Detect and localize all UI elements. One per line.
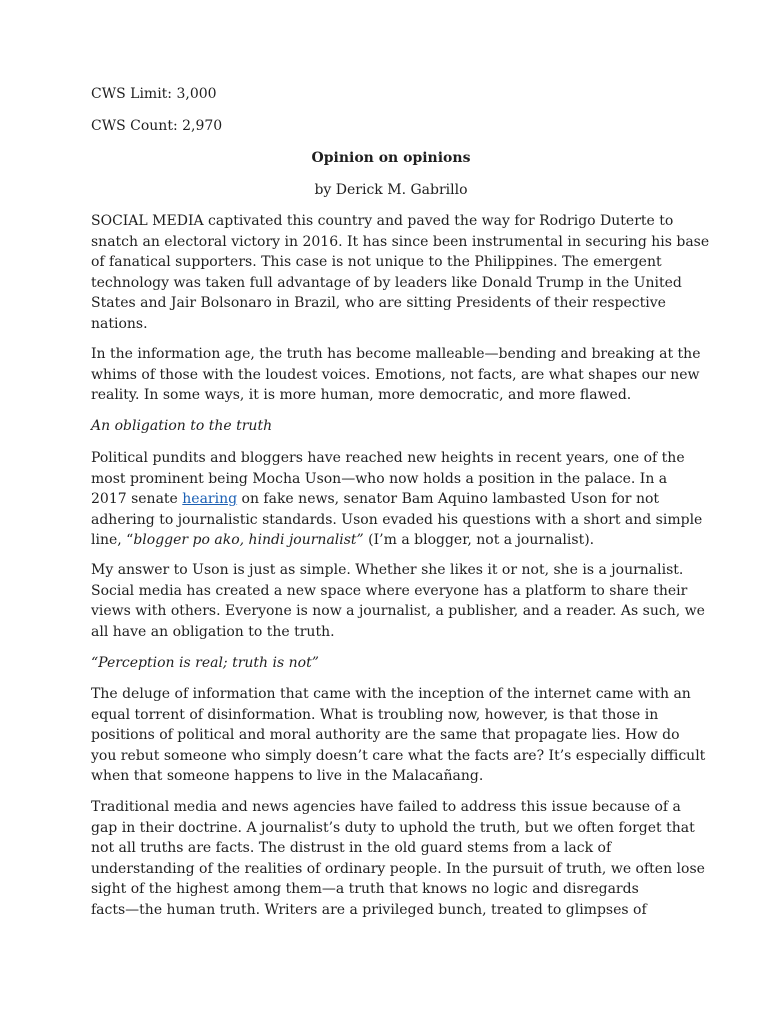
paragraph-line: In the information age, the truth has become malleable—bending and breaking at the — [91, 346, 701, 362]
paragraph-line: when that someone happens to live in the Malacañang. — [91, 768, 484, 784]
subheading-perception: “Perception is real; truth is not” — [91, 655, 319, 671]
paragraph-line: gap in their doctrine. A journalist’s duty to uphold the truth, but we often forget that — [91, 819, 695, 836]
paragraph-line: you rebut someone who simply doesn’t care what the facts are? It’s especially difficult — [91, 747, 706, 764]
paragraph-line: most prominent being Mocha Uson—who now holds a position in the palace. In a — [91, 470, 668, 487]
text-segment: (I’m a blogger, not a journalist). — [363, 532, 595, 548]
paragraph-line: SOCIAL MEDIA captivated this country and paved the way for Rodrigo Duterte to — [91, 213, 674, 229]
paragraph-6 — [91, 797, 705, 920]
paragraph-line: views with others. Everyone is now a journalist, a publisher, and a reader. As such, we — [91, 603, 705, 619]
paragraph-4 — [91, 560, 705, 642]
paragraph-line: reality. In some ways, it is more human, more democratic, and more flawed. — [91, 387, 632, 403]
paragraph-line: Political pundits and bloggers have reached new heights in recent years, one of the — [91, 450, 685, 466]
hearing-link[interactable]: hearing — [182, 491, 238, 507]
quote-italic: blogger po ako, hindi journalist” — [133, 532, 364, 548]
paragraph-1 — [91, 211, 710, 334]
paragraph-line: facts—the human truth. Writers are a privileged bunch, treated to glimpses of — [91, 901, 647, 918]
paragraph-line: all have an obligation to the truth. — [91, 623, 335, 640]
cws-count: CWS Count: 2,970 — [91, 118, 223, 134]
text-segment: line, “ — [91, 532, 134, 548]
paragraph-line: of fanatical supporters. This case is not unique to the Philippines. The emergent — [91, 254, 662, 270]
text-segment: on fake news, senator Bam Aquino lambasted Uson for not — [237, 491, 660, 507]
subheading-obligation: An obligation to the truth — [91, 418, 273, 434]
byline: by Derick M. Gabrillo — [314, 182, 468, 198]
paragraph-line: snatch an electoral victory in 2016. It has since been instrumental in securing his base — [91, 233, 710, 250]
paragraph-5 — [91, 684, 706, 787]
paragraph-line — [91, 489, 691, 510]
paragraph-line: technology was taken full advantage of by leaders like Donald Trump in the United — [91, 274, 682, 291]
paragraph-2 — [91, 344, 701, 406]
paragraph-line: Social media has created a new space where everyone has a platform to share their — [91, 582, 688, 599]
paragraph-3 — [91, 448, 703, 551]
cws-limit: CWS Limit: 3,000 — [91, 86, 217, 102]
paragraph-line: sight of the highest among them—a truth that knows no logic and disregards — [91, 881, 639, 897]
article-title: Opinion on opinions — [311, 150, 471, 166]
paragraph-line: nations. — [91, 315, 148, 332]
paragraph-line — [91, 530, 691, 551]
paragraph-line: understanding of the realities of ordinary people. In the pursuit of truth, we often lose — [91, 860, 705, 877]
paragraph-line: positions of political and moral authority are the same that propagate lies. How do — [91, 727, 680, 743]
paragraph-line: not all truths are facts. The distrust in the old guard stems from a lack of — [91, 840, 612, 856]
paragraph-line: Traditional media and news agencies have failed to address this issue because of a — [91, 799, 681, 815]
paragraph-line: equal torrent of disinformation. What is troubling now, however, is that those in — [91, 706, 659, 723]
paragraph-line: States and Jair Bolsonaro in Brazil, who are sitting Presidents of their respective — [91, 295, 666, 311]
text-segment: 2017 senate — [91, 491, 183, 507]
paragraph-line: My answer to Uson is just as simple. Whether she likes it or not, she is a journalist. — [91, 562, 684, 578]
paragraph-line: whims of those with the loudest voices. Emotions, not facts, are what shapes our new — [91, 366, 700, 383]
paragraph-line: The deluge of information that came with the inception of the internet came with an — [91, 686, 691, 702]
paragraph-line: adhering to journalistic standards. Uson evaded his questions with a short and simple — [91, 511, 703, 528]
